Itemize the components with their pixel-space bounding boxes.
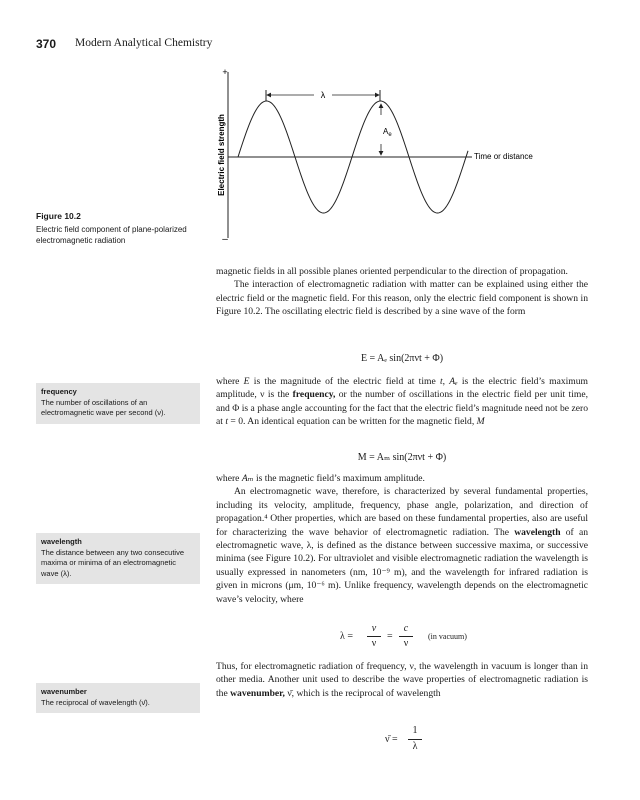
- equation-wavenumber: ν̄ = 1 λ: [385, 724, 465, 760]
- wavelength-label: λ: [320, 90, 326, 100]
- term-wavelength: wavelength: [514, 526, 561, 538]
- margin-note-definition: The number of oscillations of an electromagnetic wave per second (ν).: [41, 397, 166, 417]
- page-number: 370: [36, 37, 57, 51]
- amplitude-label: $A_e$: [383, 127, 392, 138]
- body-block-4: [216, 660, 588, 700]
- margin-note-frequency: [36, 383, 200, 424]
- equation-magnetic-field: M = Aₘ sin(2πνt + Φ): [357, 452, 447, 463]
- figure-caption-title: Figure 10.2: [36, 211, 81, 221]
- paragraph: An electromagnetic wave, therefore, is characterized by several fundamental properties, including its velocity, amplitude, frequency, phase angle, polarization, and direction of propagation.⁴ Other properties, which are based on these fundamental properties, also are useful for characterizing the wave behavior of electromagnetic radiation. The wavelength of an electromagnetic wave, λ, is defined as the distance between successive maxima, or successive minima (see Figure 10.2). For ultraviolet and visible electromagnetic radiation the wavelength is usually expressed in nanometers (nm, 10⁻⁹ m), and the wavelength for infrared radiation is given in microns (μm, 10⁻⁶ m). Unlike frequency, wavelength depends on the electromagnetic wave’s velocity, where: [216, 486, 588, 605]
- margin-note-wavelength: [36, 533, 200, 584]
- equation-electric-field: E = Aₑ sin(2πνt + Φ): [360, 353, 444, 364]
- figure-caption-text: Electric field component of plane-polarized electromagnetic radiation: [36, 225, 187, 245]
- paragraph: Thus, for electromagnetic radiation of frequency, ν, the wavelength in vacuum is longer than in other media. Another unit used to describe the wave properties of electromagnetic radiation is the wavenumber, ν̄, which is the reciprocal of wavelength: [216, 661, 588, 699]
- y-axis-minus: –: [222, 234, 228, 245]
- term-wavenumber: wavenumber,: [230, 687, 285, 699]
- paragraph: where E is the magnitude of the electric field at time t, Aₑ is the electric field’s maximum amplitude, ν is the frequency, or the number of oscillations in the electric field per unit time, and Φ is a phase angle accounting for the fact that the electric field’s magnitude need not be zero at t = 0. An identical equation can be written for the magnetic field, M: [216, 376, 589, 428]
- x-axis-label: Time or distance: [474, 152, 533, 161]
- margin-note-definition: The distance between any two consecutive maxima or minima of an electromagnetic wave (λ).: [41, 547, 185, 578]
- body-block-3: [216, 472, 588, 606]
- margin-note-term: wavelength: [41, 537, 82, 546]
- running-title: Modern Analytical Chemistry: [75, 37, 213, 49]
- paragraph: where Aₘ is the magnetic field’s maximum amplitude.: [216, 473, 425, 484]
- term-frequency: frequency,: [292, 389, 336, 401]
- body-block-2: [216, 375, 588, 429]
- y-axis-label: Electric field strength: [217, 114, 226, 196]
- body-block-1: [216, 265, 588, 319]
- y-axis-plus: +: [222, 67, 228, 77]
- margin-note-wavenumber: [36, 683, 200, 713]
- equation-wavelength: λ = v ν = c ν (in vacuum): [340, 623, 467, 649]
- figure-caption: [36, 211, 201, 246]
- paragraph: The interaction of electromagnetic radiation with matter can be explained using either the electric field or the magnetic field. For this reason, only the electric field component is shown in Figure 10.2. The oscillating electric field is described by a sine wave of the form: [216, 279, 588, 318]
- margin-note-definition: The reciprocal of wavelength (ν̄).: [41, 697, 150, 707]
- margin-note-term: frequency: [41, 387, 77, 396]
- margin-note-term: wavenumber: [41, 687, 87, 696]
- figure-sine-wave: [210, 60, 590, 250]
- paragraph: magnetic fields in all possible planes oriented perpendicular to the direction of propagation.: [216, 266, 568, 277]
